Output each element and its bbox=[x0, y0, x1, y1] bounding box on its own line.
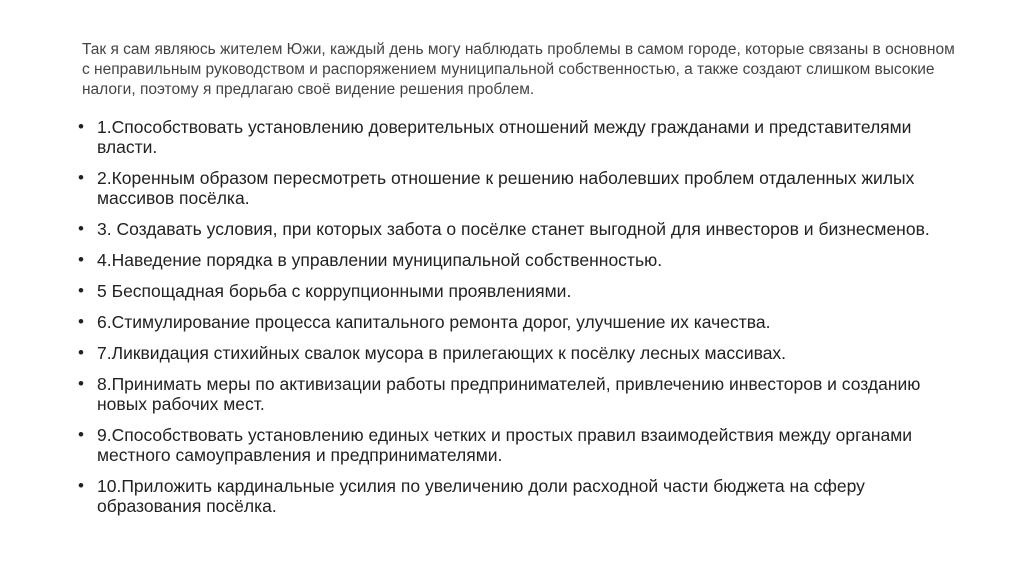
list-item-text: 3. Создавать условия, при которых забота о посёлке станет выгодной для инвесторов и бизнесменов. bbox=[97, 219, 930, 239]
list-item bbox=[76, 312, 946, 332]
bullet-dot-icon: • bbox=[78, 374, 84, 393]
bullet-dot-icon: • bbox=[78, 476, 84, 495]
bullet-dot-icon: • bbox=[78, 250, 84, 269]
list-item-text: 7.Ликвидация стихийных свалок мусора в прилегающих к посёлку лесных массивах. bbox=[97, 343, 787, 363]
list-item bbox=[76, 281, 946, 301]
bullet-dot-icon: • bbox=[78, 168, 84, 187]
list-item bbox=[76, 117, 946, 157]
list-item bbox=[76, 476, 946, 516]
list-item-text: 8.Принимать меры по активизации работы предпринимателей, привлечению инвесторов и созданию новых рабочих мест. bbox=[97, 374, 921, 414]
bullet-dot-icon: • bbox=[78, 312, 84, 331]
list-item-text: 6.Стимулирование процесса капитального ремонта дорог, улучшение их качества. bbox=[97, 312, 771, 332]
bullet-dot-icon: • bbox=[78, 343, 84, 362]
list-item bbox=[76, 343, 946, 363]
proposal-list bbox=[76, 117, 946, 527]
bullet-dot-icon: • bbox=[78, 219, 84, 238]
list-item bbox=[76, 374, 946, 414]
list-item-text: 10.Приложить кардинальные усилия по увеличению доли расходной части бюджета на сферу образования посёлка. bbox=[97, 476, 865, 516]
list-item-text: 2.Коренным образом пересмотреть отношение к решению наболевших проблем отдаленных жилых массивов посёлка. bbox=[97, 168, 915, 208]
list-item-text: 4.Наведение порядка в управлении муниципальной собственностью. bbox=[97, 250, 663, 270]
list-item bbox=[76, 168, 946, 208]
list-item bbox=[76, 219, 946, 239]
bullet-dot-icon: • bbox=[78, 117, 84, 136]
bullet-dot-icon: • bbox=[78, 281, 84, 300]
list-item-text: 5 Беспощадная борьба с коррупционными проявлениями. bbox=[97, 281, 572, 301]
list-item bbox=[76, 250, 946, 270]
bullet-dot-icon: • bbox=[78, 425, 84, 444]
list-item-text: 1.Способствовать установлению доверительных отношений между гражданами и представителями власти. bbox=[97, 117, 912, 157]
list-item bbox=[76, 425, 946, 465]
list-item-text: 9.Способствовать установлению единых четких и простых правил взаимодействия между органами местного самоуправления и предпринимателями. bbox=[97, 425, 913, 465]
intro-paragraph: Так я сам являюсь жителем Южи, каждый день могу наблюдать проблемы в самом городе, которые связаны в основном с неправильным руководством и распоряжением муниципальной собственностью, а также создают слишком высокие налоги, поэтому я предлагаю своё видение решения проблем. bbox=[82, 41, 955, 98]
